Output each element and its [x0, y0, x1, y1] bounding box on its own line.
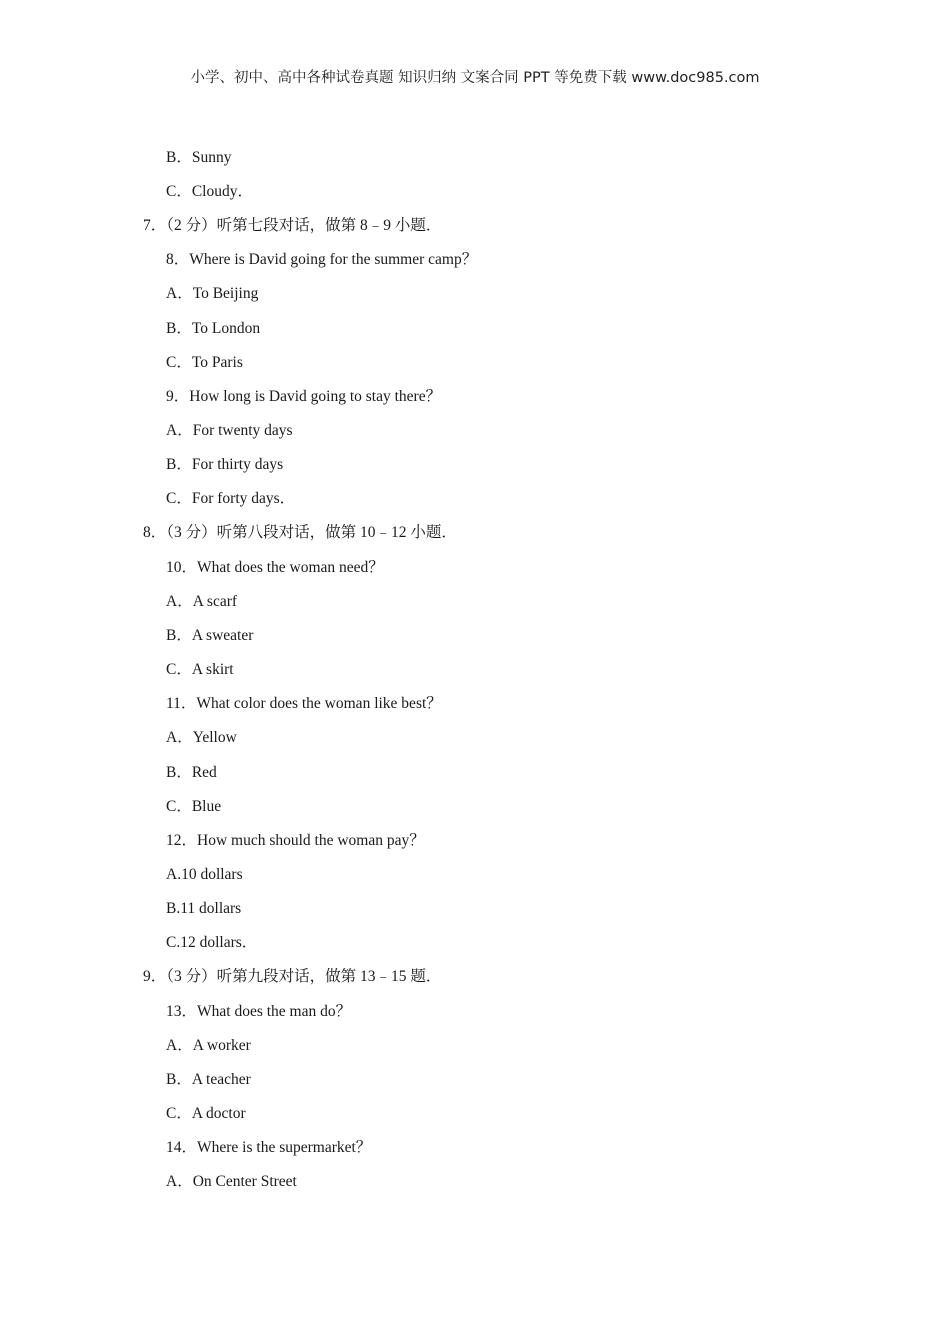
section-heading: 7．（2 分）听第七段对话，做第 8﹣9 小题． — [143, 217, 442, 234]
option-line: A．Yellow — [166, 729, 237, 746]
section-heading: 9．（3 分）听第九段对话，做第 13﹣15 题． — [143, 968, 442, 985]
question-line: 10．What does the woman need？ — [166, 559, 384, 576]
question-line: 13．What does the man do？ — [166, 1003, 352, 1020]
option-line: B．Red — [166, 764, 217, 781]
question-line: 11．What color does the woman like best？ — [166, 695, 442, 712]
option-line: B.11 dollars — [166, 900, 242, 917]
option-line: C．A skirt — [166, 661, 234, 678]
page-header: 小学、初中、高中各种试卷真题 知识归纳 文案合同 PPT 等免费下载 www.doc985.com — [190, 70, 760, 86]
option-line: C．Cloudy． — [166, 183, 253, 200]
section-heading: 8．（3 分）听第八段对话，做第 10﹣12 小题． — [143, 524, 457, 541]
option-line: B．For thirty days — [166, 456, 284, 473]
option-line: C.12 dollars． — [166, 934, 258, 951]
question-line: 12．How much should the woman pay？ — [166, 832, 425, 849]
option-line: A．To Beijing — [166, 285, 259, 302]
question-line: 8．Where is David going for the summer camp？ — [166, 251, 478, 268]
option-line: A.10 dollars — [166, 866, 243, 883]
option-line: B．A teacher — [166, 1071, 251, 1088]
option-line: C．To Paris — [166, 354, 243, 371]
option-line: B．Sunny — [166, 149, 232, 166]
option-line: A．On Center Street — [166, 1173, 297, 1190]
option-line: A．For twenty days — [166, 422, 293, 439]
question-line: 14．Where is the supermarket？ — [166, 1139, 372, 1156]
option-line: A．A scarf — [166, 593, 238, 610]
question-line: 9．How long is David going to stay there？ — [166, 388, 442, 405]
option-line: C．Blue — [166, 798, 222, 815]
option-line: C．For forty days． — [166, 490, 296, 507]
option-line: B．To London — [166, 320, 261, 337]
option-line: B．A sweater — [166, 627, 254, 644]
option-line: A．A worker — [166, 1037, 251, 1054]
option-line: C．A doctor — [166, 1105, 246, 1122]
